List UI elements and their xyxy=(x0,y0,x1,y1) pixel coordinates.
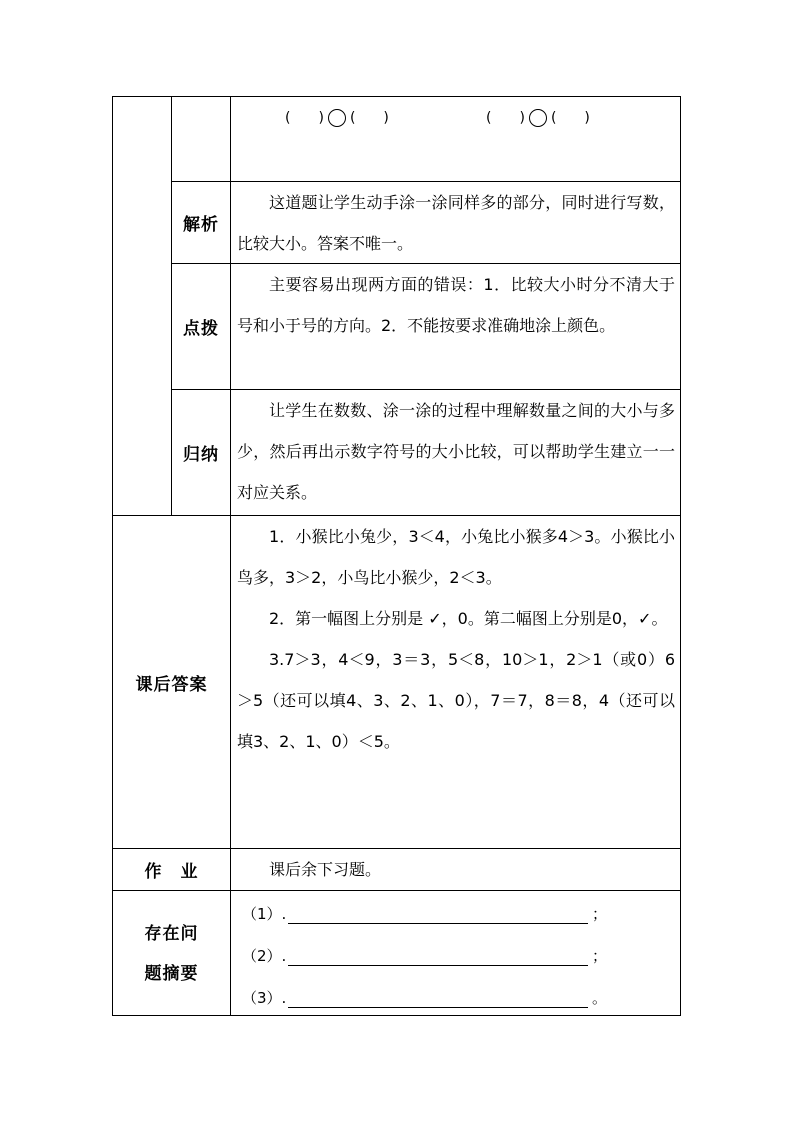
paren: ( xyxy=(486,110,492,126)
issue-line xyxy=(242,900,607,924)
compare-circle-icon xyxy=(328,109,346,127)
answers-label: 课后答案 xyxy=(135,674,208,695)
paren: ( xyxy=(349,110,356,126)
paren: ) xyxy=(519,110,525,126)
issue-end-mark: 。 xyxy=(592,989,608,1007)
issues-label xyxy=(113,891,230,1016)
tips-text xyxy=(237,264,675,346)
analysis-text xyxy=(237,182,675,264)
homework-label: 作 业 xyxy=(144,862,199,882)
summary-label: 归纳 xyxy=(183,445,219,465)
issue-number: （1）. xyxy=(242,905,287,923)
answer-item: 3.7＞3，4＜9，3＝3，5＜8，10＞1，2＞1（或0）6＞5（还可以填4、3、2、1、0），7＝7，8＝8，4（还可以填3、2、1、0）＜5。 xyxy=(237,650,675,751)
answers-text xyxy=(237,516,675,762)
column-divider xyxy=(230,96,231,1016)
homework-paragraph: 课后余下习题。 xyxy=(269,860,382,879)
analysis-label: 解析 xyxy=(183,215,219,235)
analysis-paragraph: 这道题让学生动手涂一涂同样多的部分，同时进行写数，比较大小。答案不唯一。 xyxy=(237,193,675,253)
paren: ) xyxy=(383,110,389,126)
tips-paragraph: 主要容易出现两方面的错误：1．比较大小时分不清大于号和小于号的方向。2．不能按要求准确地涂上颜色。 xyxy=(237,275,675,335)
paren: ) xyxy=(318,110,324,126)
paren: ) xyxy=(584,110,590,126)
issue-blank-field[interactable] xyxy=(288,989,588,1008)
paren: ( xyxy=(285,110,291,126)
compare-group-left xyxy=(285,109,389,127)
summary-paragraph: 让学生在数数、涂一涂的过程中理解数量之间的大小与多少，然后再出示数字符号的大小比较，可以帮助学生建立一一对应关系。 xyxy=(237,401,675,502)
issues-label-line: 题摘要 xyxy=(144,963,199,984)
issues-label-line: 存在问 xyxy=(144,923,199,944)
issue-end-mark: ； xyxy=(592,947,608,965)
summary-text xyxy=(237,390,675,513)
issue-blank-field[interactable] xyxy=(288,947,588,966)
compare-group-right xyxy=(486,109,590,127)
issue-blank-field[interactable] xyxy=(288,905,588,924)
answer-item: 1．小猴比小兔少，3＜4，小兔比小猴多4＞3。小猴比小鸟多，3＞2，小鸟比小猴少，2＜3。 xyxy=(237,527,675,587)
compare-circle-icon xyxy=(529,109,547,127)
issue-number: （3）. xyxy=(242,989,287,1007)
answer-item: 2．第一幅图上分别是 ✓，0。第二幅图上分别是0，✓。 xyxy=(269,609,668,628)
issue-line xyxy=(242,984,607,1008)
paren: ( xyxy=(550,110,557,126)
tips-label: 点拨 xyxy=(183,319,219,339)
issue-end-mark: ； xyxy=(592,905,608,923)
issue-number: （2）. xyxy=(242,947,287,965)
homework-text xyxy=(237,849,675,890)
issue-line xyxy=(242,942,607,966)
